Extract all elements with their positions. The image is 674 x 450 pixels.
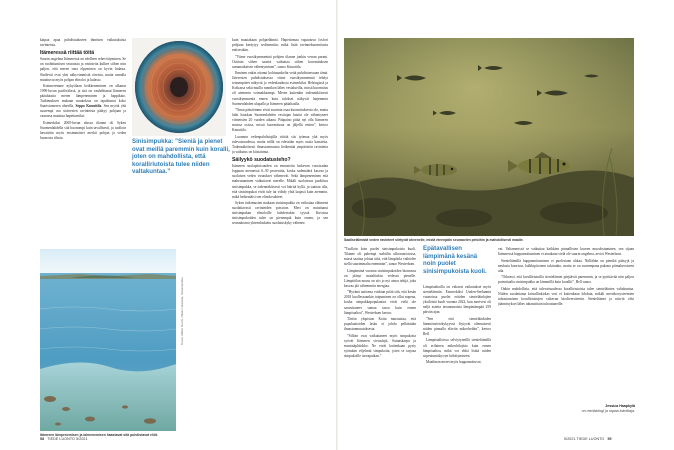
pull-quote: Epätavallisen lämpimänä kesänä noin puolet sinisimpukoista kuoli. bbox=[423, 245, 487, 275]
author-byline bbox=[555, 404, 635, 413]
paragraph: Syken tutkimusten mukaan sinisimpukka on vaikuttaa eläimenä suodattavasti ravinteiden poistoon. Meri on muuttunut sinisimpukan elinoloille kahdestakin syystä. Kuvassa sinisimpukoiden tulee on pienempiä kuin ennen, ja sen seurauksena yhteenlaskettu suodatuskyky vähenee. bbox=[232, 201, 328, 226]
page-number: 58 bbox=[40, 437, 45, 441]
paragraph: ”Hyvänä uutisena voidaan pitää sitä, että kesän 2018 kuollessaankin toipuminen on ollut nopeaa, koska simpukkapopulaatiot eivät vielä ole saavuttaneet samaa tasoa kuin ennen lämpöaaltoa”, Westerbom kertoo. bbox=[344, 290, 416, 315]
section-heading: Itämeressä riittää töitä bbox=[40, 50, 95, 57]
paragraph: Lämpöaalloissa selviytyneillä sienieläimillä oli erilainen mikrobilajisto kuin ennen lämpöaaltoa, mikä voi ehkä lisätä niiden sopeutumiskyvyn kehittymiseen. bbox=[423, 338, 491, 358]
paragraph: kuin muutakaan pohjaeläimiä. Hapettomaa vapautuva fosfori pohjaan keräytyy sedimentiin, mikä lisää ravinnekuormitusta entisestään. bbox=[232, 38, 328, 53]
left-col-1 bbox=[40, 38, 126, 230]
pull-quote: Sinisimpukka: ”Sieniä ja pienet ovat meillä paremmin kuin koralli, joten on mahdollista, että koralliriutoista tulee niiden valtakuntaa.” bbox=[132, 138, 230, 176]
paragraph: ”Viime vuosikymmeninä pohjien tilanne jonkin verran parani. Osittain siihen saattoi vaikuttaa siihen kuormituksen samanaikaisen vähentyminen”, sanoo Knuuttila. bbox=[232, 54, 328, 69]
paragraph: Esimerkiksi 2000-luvun alussa tilanne oli Syken Suomenlahdella sitä huonompi kuin tavallisesti, ja tuolloin havaittiin myös ensimmäiset merkit pohjan ja veden huonosta tilasta. bbox=[40, 120, 126, 141]
page-gutter bbox=[336, 0, 338, 450]
paragraph: vat. Valtamerissä se vaikuttaa kaikkien pinnallisten kuoren muodostaminen, sen sijaan Itämeressä happamoituminen ei ainakaan vielä ole suurin ongelma, arvioi Westerbom. bbox=[498, 247, 634, 257]
paragraph: Ihminen onkin ottanut kohtuuaskelta vettä puhdistaessaan tämä. Jätevesien puhdistuksessa viime vuosikymmeninä tehdyt toimenpiteet näkyvät jo vedenlaadussa esimerkiksi Helsingissä ja Kotkassa sekä muilla rannikon lähes vesialueilla, missä kuormitus oli aiemmin voimakkaampi. Meren kuitenkin todennäköisesti vuosikymmeniä ennen kuin tulokset näkyvät laajemmin Suomenlahden ulapalla ja Itämeren pääaltaalla. bbox=[232, 71, 328, 106]
right-col-3 bbox=[344, 247, 416, 447]
page-number: 59 bbox=[607, 437, 612, 441]
right-col-4 bbox=[423, 285, 491, 435]
paragraph: Luonnon vedenpuhdistajilla riittää siis työmaa yhä myös tulevaisuudessa, mutta niillä on edessään myös uusia haasteita. Todennäköisesti ilmastonmuutos heikentää ympäristön ravinteita ja vaikutus on kiistatonta. bbox=[232, 134, 328, 154]
paragraph: Suurin ongelma Itämeressä on edelleen rehevöityminen. Se on ruohittumisen seurausta ja ravinteita kulkee siihen niin paljon, että meren oma elpyminen on hyvin hidasta. Sinilevät ovat yksi näkyvimmistä oireista, mutta samalla muuttuvat myös pohjan elinolot ja kalasto. bbox=[40, 57, 126, 82]
paragraph: Lämpöaaltoilla on vakavat vaikutukset myös sienieläimiin. Esimerkiksi Uuden-Seelannin vuonoissa puolet eräiden sienieläinlajien yksilöistä kuoli vuonna 2022, kun merivesi oli neljä astetta tavanomaista lämpimämpää 259 päivän ajan. bbox=[423, 285, 491, 315]
paragraph: ”Oikeasti, että koralliriutoilla sienieläimet pärjäävät paremmin, ja se pyrittävää niin paljon potentiaalia sinisimpukka on lämmöllä kuin korallit”, Bell sanoo. bbox=[498, 275, 634, 285]
paragraph: Tärtön ylopiston Kotta muistuttaa, että populaatioiden lasku ei johdu pelkästään ilmastonmuutoksesta. bbox=[344, 317, 416, 332]
left-col-2 bbox=[232, 38, 328, 438]
folio bbox=[564, 437, 612, 441]
author-name: Jessica Haapkylä bbox=[605, 404, 635, 408]
perch-underwater-photo bbox=[344, 38, 634, 236]
paragraph: ”Silloin ovat vaikuttaneet myös simpukoita syövät Itämeren vieraslajit, Suinaskarpu ja mustatäplätokko. Ne eivät kuitenkaan pysty syömään viljelmät simpukoita, joten se tarjoaa simpukoille turvapaikan.” bbox=[344, 333, 416, 358]
paragraph: ”Tuolloin koin puolet sinisimpukoista kuoli. Tilanne oli pahempi stabiilin ulkosaaristossa, missä saattaa johtua siitä, että lämpötila vaihtelee siellä suurimmalta enemmän”, sanoo Westerbom. bbox=[344, 247, 416, 267]
folio bbox=[40, 437, 88, 441]
paragraph: ”Omat päästömme eivät suurinta osaa kuormituksesta ole, mutta lahti haaskuu Suomenlahden vesirajan kautta ole vähentyneet viimeisten 20 vuoden aikana. Pääpaino pitää nyt olla Itämeren muissa osissa, missä kuormitusta on jäljellä eniten”, kertoo Knuuttila. bbox=[232, 108, 328, 133]
photo-credit: Kuvat: Mikko Nurmi, Niksic Haapiala, Sinisimpukka bbox=[180, 277, 184, 345]
photo-caption: Saaliseläimistä veden ravinteet siirtyvät ahvenelle, mistä eteenpäin seuraavien petoihin ja mahdollisesti maalle. bbox=[344, 238, 524, 242]
paragraph: Itämeren suolapitoisuuden on ennustettu laskevan vuosisadan loppuun mennessä 6–30 prosenttia, koska sademäärä kasvaa ja suolaisen veden virtaukset vähenevät. Sekä lämpeneminen että makeutuminen vaikuttavat merelle. Mikäli suolaisuus puolittuu sinisimpukka, se todennäköisesti voi häiritä kyllä, ja saattaa olla, että sinisimpukat eivät tule tai viihdy yhtä laajasti kuin aiemmin, mikä heikentäisi sen elinolosuhteet. bbox=[232, 164, 328, 199]
paragraph: kaipaa apua puhdistuakseen ihmisten vaikutuksista ravinteista. bbox=[40, 38, 126, 48]
magazine-issue: TIEDE LUONTO 5/2021 bbox=[47, 437, 88, 441]
paragraph: Onkin mahdollista, että tulevaisuudessa koralliriutoista tulee sienieläinten valtakuntaa. Niiden suodattama kristallinkirkas vesi ei kuitenkaan lohduta, mikäli meriekosysteemien tuhoutuminen koralliriuttojen valtavan biodiversiteetin. Sienieläimet ja niin-tä olisi jäännösykset lähes tuhansittain tuhoutuneille. bbox=[498, 286, 634, 306]
paragraph: Sienieläimillä happamoituminen ei puolestaan uhkaa. Niillähän on pienikä pääsyjä ja neulasta kuorissa, kalkkipitoinen tukirunko, mutta se on suurempana pakona piimakeroiseen aila. bbox=[498, 258, 634, 273]
paragraph: Lämpimänä vuosina sinisimpukoiden biomassa on jäänyt mataliinkin vedessä pienelle. Lämpötilan nousu on siis jo nyt ainoa tekijä, joka kasvaa jää vähemmiin energiaa. bbox=[344, 268, 416, 288]
photo-caption: Itämeren lämpenemisen ja laimenemisen haastavat sitä puhdistavat eliöt. bbox=[40, 433, 158, 437]
sponge-photo bbox=[132, 38, 226, 136]
paragraph: ”Sen että sienieläinkiden lämmönsietokykyyssä löytyvät olennaisesti niiden pinnalla eläviin mikrobeihin”, kertoo Bell. bbox=[423, 316, 491, 336]
person-name: Seppo Knuuttila bbox=[75, 104, 102, 109]
paragraph: Maailman meret myös happamoituvat. bbox=[426, 360, 482, 365]
author-role: on meribiologi ja vapaa toimittaja. bbox=[581, 408, 635, 413]
section-heading: Säilyykö suodatusteho? bbox=[232, 157, 291, 164]
coast-photo bbox=[40, 249, 176, 431]
paragraph: Kotimeremme nykytilaan heikkeneminen on alkanut 1990-luvun puolivälissä, ja sitä on vauhdittanut Itämeren pääaltaasta meren lämpeneminen ja happikato. Tutkimuksen mukaan muutoksia on tapahtunut koko Saaristomeren alueella, Seppo Knuuttila. Sen myötä yhä suurempi osa sisävesien ravinteista päätyy pohjaan ja vaarassa muuttua hapettomiksi. bbox=[40, 84, 126, 119]
magazine-issue: 5/2021 TIEDE LUONTO bbox=[564, 437, 605, 441]
right-col-5 bbox=[498, 247, 634, 402]
